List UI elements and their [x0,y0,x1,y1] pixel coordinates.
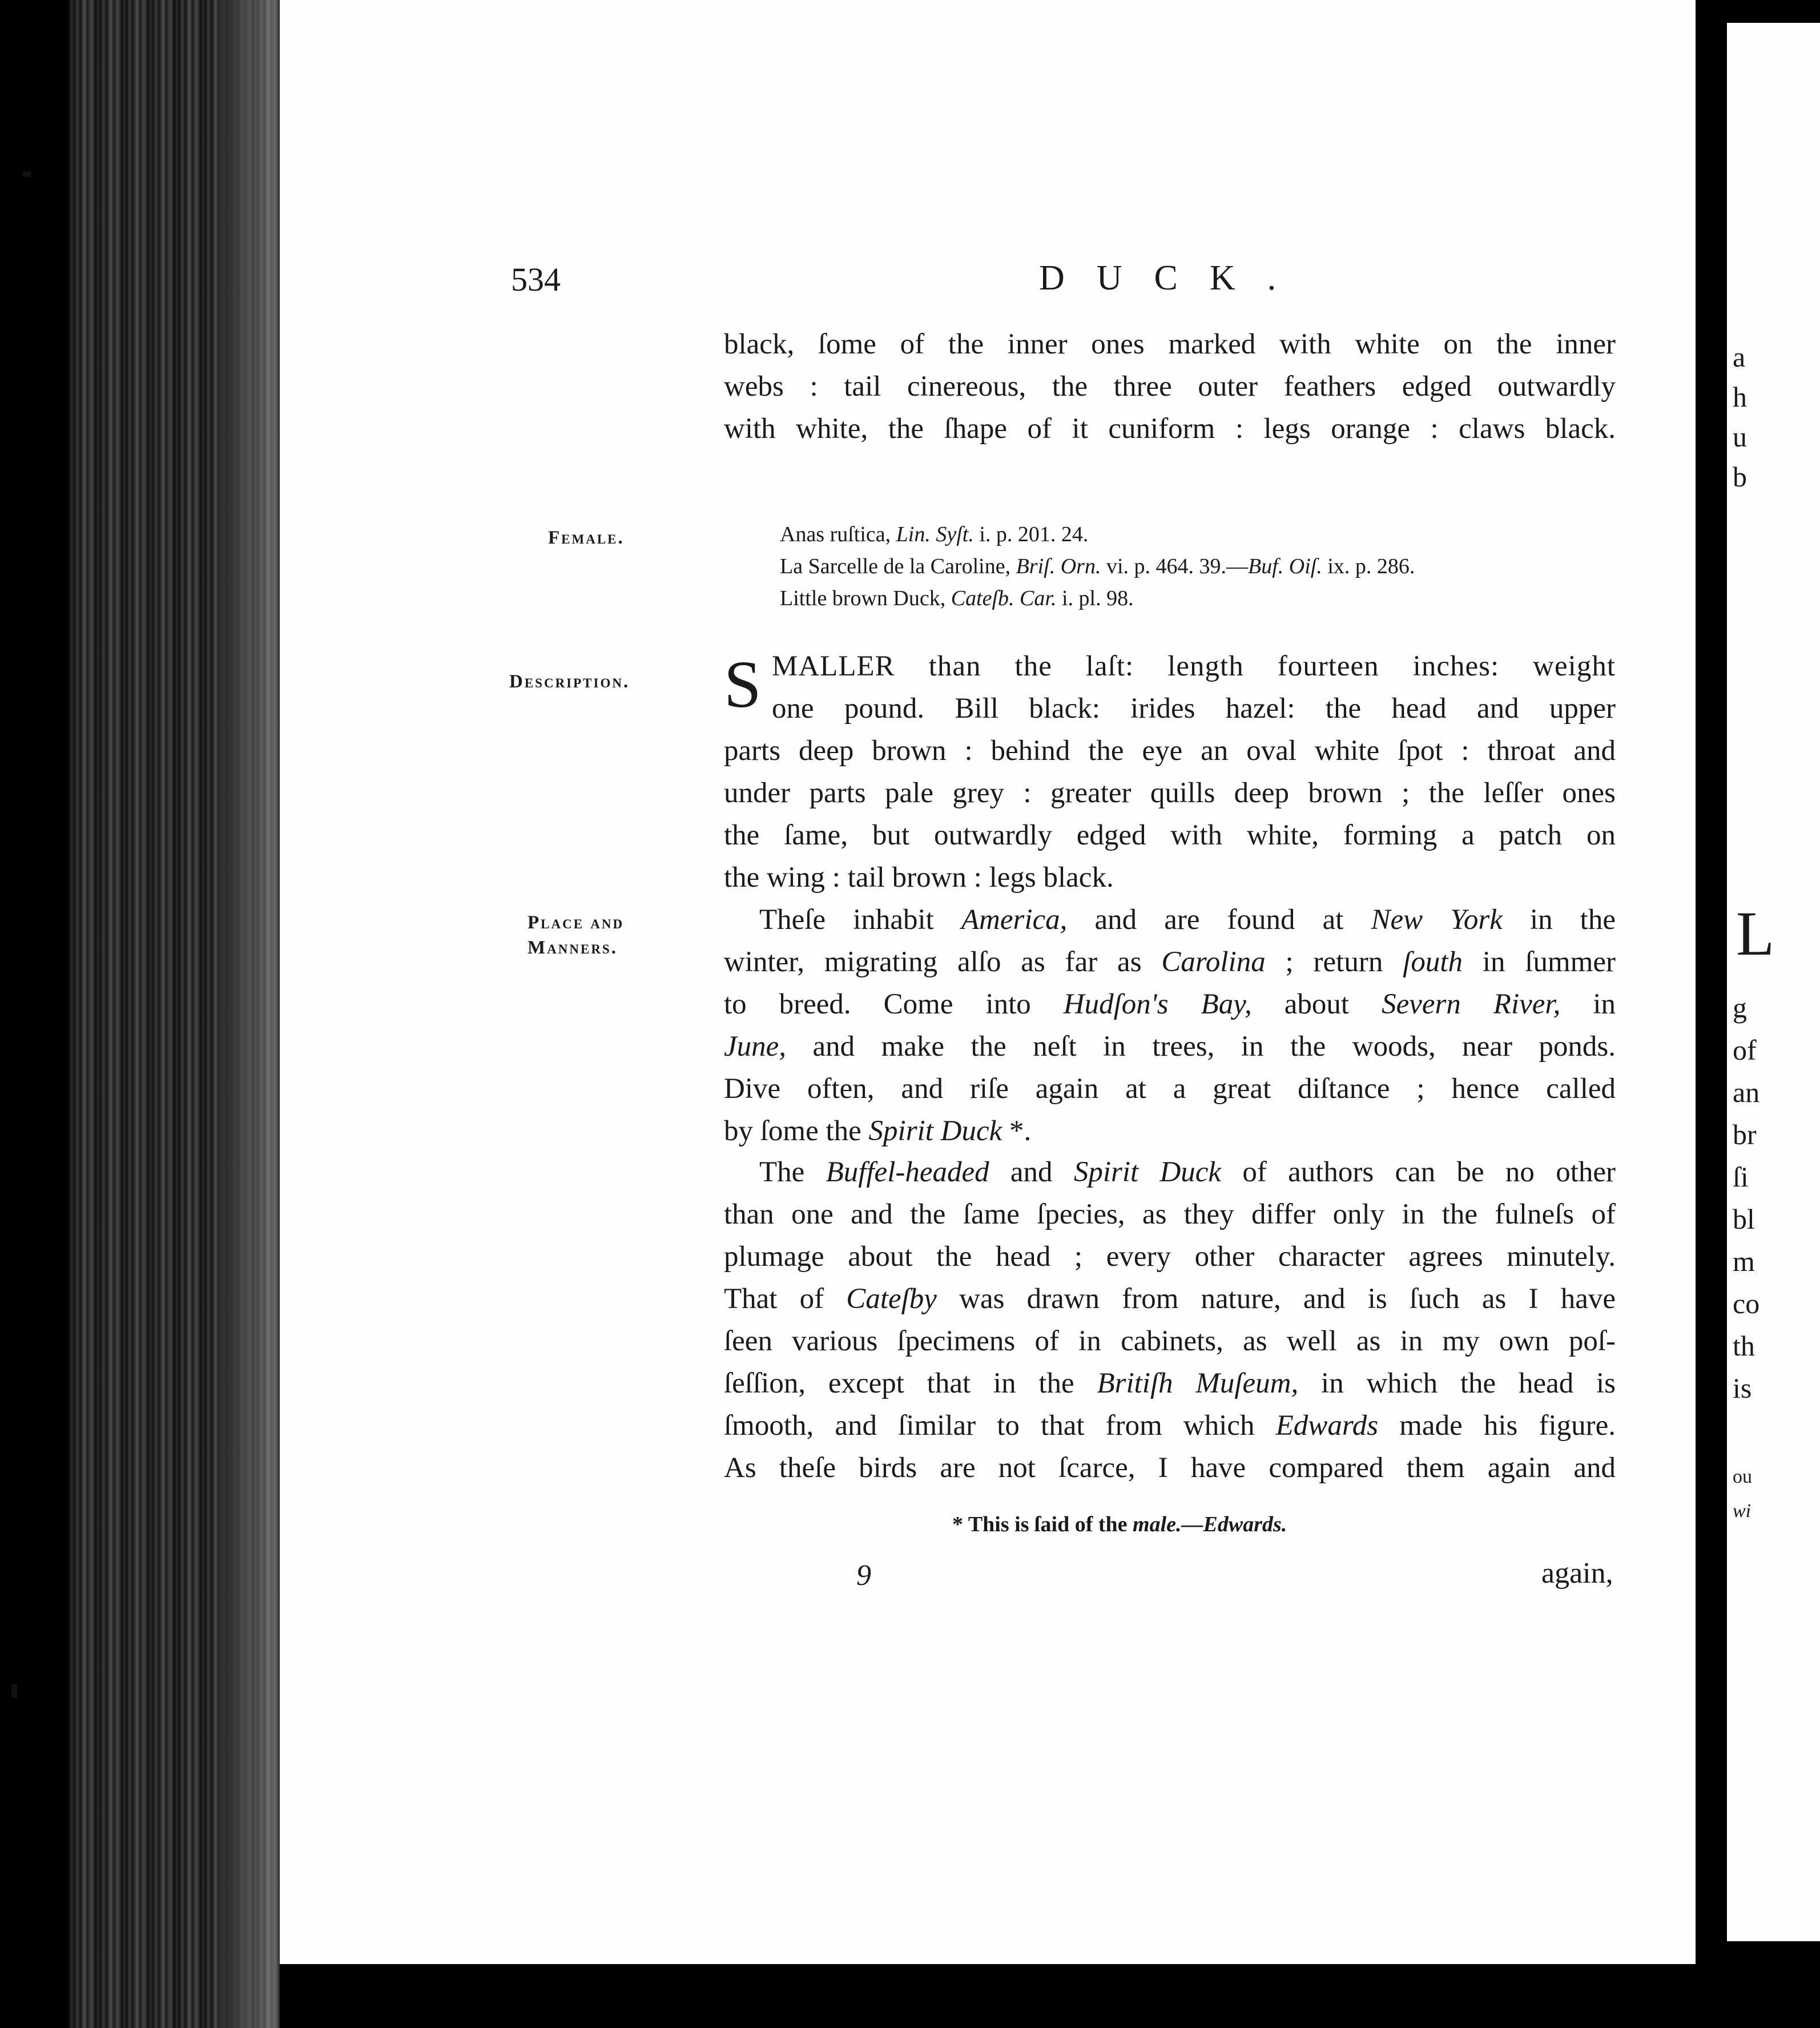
facing-text-fragment: m [1733,1245,1755,1277]
side-label-place-line: Manners. [528,937,618,958]
text-line: ſeſſion, except that in the Britiſh Muſeum, in which the head is [724,1367,1616,1399]
text-line: by ſome the Spirit Duck *. [724,1115,1032,1147]
text-line: June, and make the neſt in trees, in the woods, near ponds. [724,1031,1616,1063]
page-bottom-edge [280,1964,1696,2028]
text-line: Theſe inhabit America, and are found at New York in the [759,904,1616,936]
description-second-line [772,687,1616,730]
synonym-entry: Little brown Duck, Cateſb. Car. i. pl. 98. [780,586,1134,610]
text-line: ſeen various ſpecimens of in cabinets, as well as in my own poſ- [724,1325,1616,1357]
facing-text-fragment: h [1733,381,1747,413]
side-label-place-line: Place and [528,912,625,933]
text-line: ſmooth, and ſimilar to that from which Edwards made his figure. [724,1410,1616,1442]
facing-page-fragment [1727,23,1820,1941]
continuation-paragraph [724,323,1616,450]
facing-text-fragment: b [1733,461,1747,493]
side-label-description: Description. [509,671,630,692]
place-paragraph [724,899,1616,1152]
facing-text-fragment: ou [1733,1466,1752,1487]
text-line: plumage about the head ; every other character agrees minutely. [724,1241,1616,1273]
page-divider [1698,0,1727,2028]
facing-text-fragment: u [1733,421,1747,453]
facing-text-fragment: bl [1733,1203,1755,1235]
page-number: 534 [511,261,561,298]
facing-text-fragment: an [1733,1076,1760,1108]
facing-text-fragment: co [1733,1287,1760,1319]
synonym-entry: La Sarcelle de la Caroline, Briſ. Orn. vi. p. 464. 39.—Buf. Oiſ. ix. p. 286. [780,554,1415,578]
text-line: Dive often, and riſe again at a great diſtance ; hence called [724,1073,1616,1105]
text-line: than one and the ſame ſpecies, as they differ only in the fulneſs of [724,1198,1616,1230]
text-line: As theſe birds are not ſcarce, I have compared them again and [724,1452,1616,1484]
facing-text-fragment: is [1733,1372,1752,1404]
gutter-shadow [217,0,285,2028]
text-line: the ſame, but outwardly edged with white, forming a patch on [724,819,1616,851]
signature-mark: 9 [856,1559,871,1592]
facing-text-fragment: wi [1733,1500,1751,1522]
text-line: one pound. Bill black: irides hazel: the head and upper [772,693,1616,725]
side-label-female: Female. [548,528,625,548]
side-label-place [528,910,624,960]
footnote: * This is ſaid of the male.—Edwards. [952,1512,1287,1536]
facing-drop-cap: L [1736,899,1775,968]
synonym-entry: Anas ruſtica, Lin. Syſt. i. p. 201. 24. [780,522,1089,546]
synonymy-list [780,518,1616,614]
text-line: to breed. Come into Hudſon's Bay, about Severn River, in [724,988,1616,1020]
catchword: again, [1541,1557,1613,1590]
facing-text-fragment: g [1733,992,1747,1024]
facing-text-fragment: br [1733,1118,1757,1150]
description-first-lines [772,645,1616,687]
running-head: DUCK. [1039,259,1308,297]
text-line: parts deep brown : behind the eye an oval white ſpot : throat and [724,735,1616,767]
text-line: That of Cateſby was drawn from nature, and is ſuch as I have [724,1283,1616,1315]
text-line: webs : tail cinereous, the three outer feathers edged outwardly [724,371,1616,403]
drop-cap: S [724,647,762,722]
text-line: The Buffel-headed and Spirit Duck of authors can be no other [759,1156,1616,1188]
text-line: MALLER than the laſt: length fourteen inches: weight [772,650,1616,682]
scan-speck [23,171,31,177]
text-line: winter, migrating alſo as far as Carolina ; return ſouth in ſummer [724,946,1616,978]
facing-text-fragment: th [1733,1330,1755,1362]
description-paragraph [724,730,1616,899]
text-line: under parts pale grey : greater quills deep brown ; the leſſer ones [724,777,1616,809]
facing-text-fragment: a [1733,341,1746,373]
text-line: with white, the ſhape of it cuniform : legs orange : claws black. [724,413,1616,445]
facing-text-fragment: ſi [1733,1161,1749,1193]
discussion-paragraph [724,1151,1616,1489]
facing-text-fragment: of [1733,1034,1757,1066]
text-line: black, ſome of the inner ones marked with white on the inner [724,328,1616,360]
text-line: the wing : tail brown : legs black. [724,862,1114,894]
scan-speck [11,1684,17,1698]
